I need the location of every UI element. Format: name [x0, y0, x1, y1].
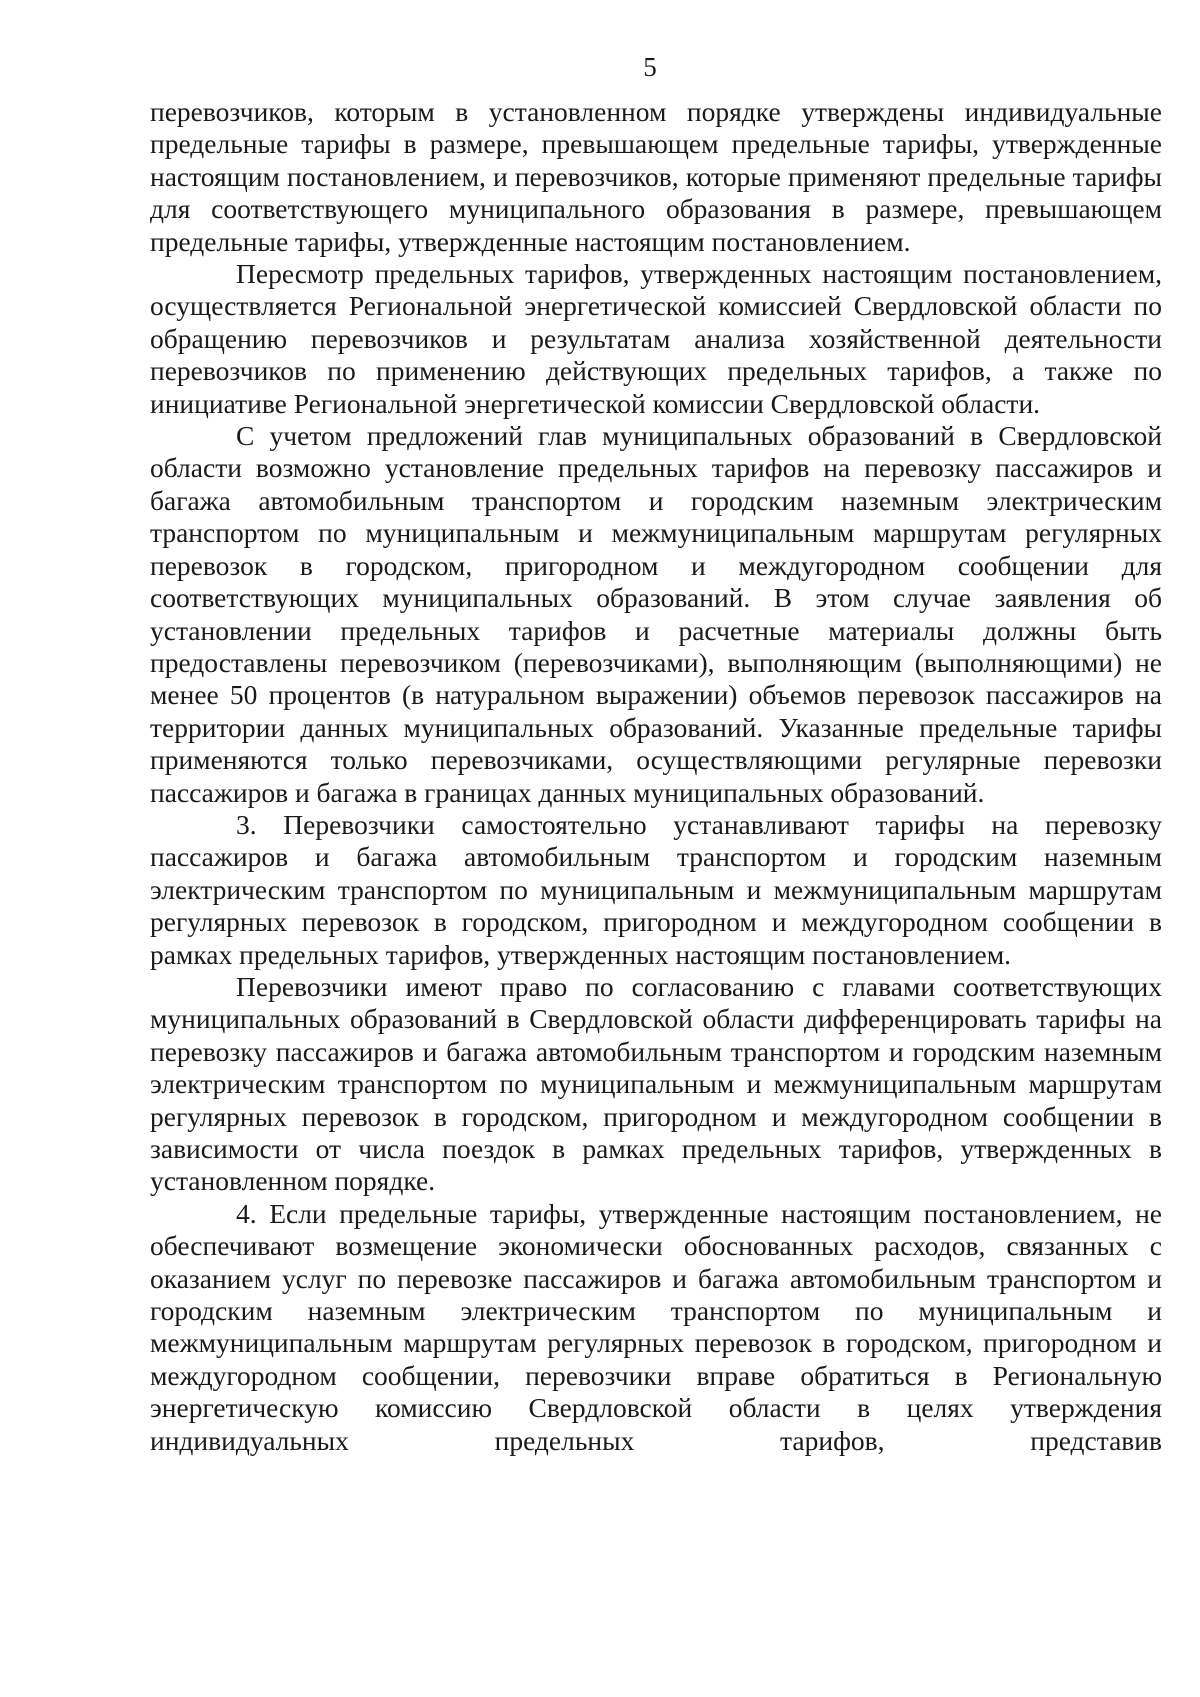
paragraph-item-3: 3. Перевозчики самостоятельно устанавливают тарифы на перевозку пассажиров и багажа автомобильным транспортом и городским наземным электрическим транспортом по муниципальным и межмуниципальным маршрутам регулярных перевозок в городском, пригородном и междугородном сообщении в рамках предельных тарифов, утвержденных настоящим постановлением. — [150, 808, 1162, 970]
paragraph-continuation: перевозчиков, которым в установленном порядке утверждены индивидуальные предельные тарифы в размере, превышающем предельные тарифы, утвержденные настоящим постановлением, и перевозчиков, которые применяют предельные тарифы для соответствующего муниципального образования в размере, превышающем предельные тарифы, утвержденные настоящим постановлением. — [150, 96, 1162, 257]
paragraph-municipal-tariffs: С учетом предложений глав муниципальных образований в Свердловской области возможно установление предельных тарифов на перевозку пассажиров и багажа автомобильным транспортом и городским наземным электрическим транспортом по муниципальным и межмуниципальным маршрутам регулярных перевозок в городском, пригородном и междугородном сообщении для соответствующих муниципальных образований. В этом случае заявления об установлении предельных тарифов и расчетные материалы должны быть предоставлены перевозчиком (перевозчиками), выполняющим (выполняющими) не менее 50 процентов (в натуральном выражении) объемов перевозок пассажиров на территории данных муниципальных образований. Указанные предельные тарифы применяются только перевозчиками, осуществляющими регулярные перевозки пассажиров и багажа в границах данных муниципальных образований. — [150, 420, 1162, 808]
document-body — [150, 96, 1162, 1457]
paragraph-item-4: 4. Если предельные тарифы, утвержденные настоящим постановлением, не обеспечивают возмещение экономически обоснованных расходов, связанных с оказанием услуг по перевозке пассажиров и багажа автомобильным транспортом и городским наземным электрическим транспортом по муниципальным и межмуниципальным маршрутам регулярных перевозок в городском, пригородном и междугородном сообщении, перевозчики вправе обратиться в Региональную энергетическую комиссию Свердловской области в целях утверждения индивидуальных предельных тарифов, представив — [150, 1197, 1162, 1456]
paragraph-tariff-revision: Пересмотр предельных тарифов, утвержденных настоящим постановлением, осуществляется Региональной энергетической комиссией Свердловской области по обращению перевозчиков и результатам анализа хозяйственной деятельности перевозчиков по применению действующих предельных тарифов, а также по инициативе Региональной энергетической комиссии Свердловской области. — [150, 258, 1162, 419]
paragraph-tariff-differentiation: Перевозчики имеют право по согласованию с главами соответствующих муниципальных образований в Свердловской области дифференцировать тарифы на перевозку пассажиров и багажа автомобильным транспортом и городским наземным электрическим транспортом по муниципальным и межмуниципальным маршрутам регулярных перевозок в городском, пригородном и междугородном сообщении в зависимости от числа поездок в рамках предельных тарифов, утвержденных в установленном порядке. — [150, 970, 1162, 1197]
page-number: 5 — [643, 52, 657, 82]
